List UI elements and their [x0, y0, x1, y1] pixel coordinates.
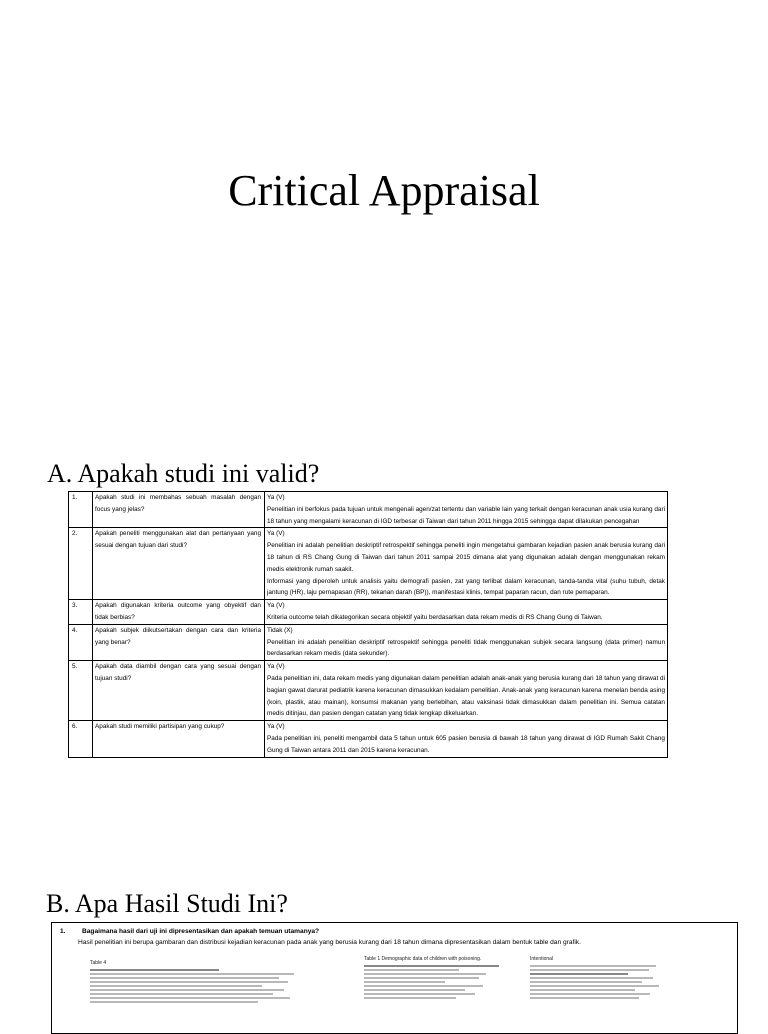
row-number: 4.	[69, 624, 93, 660]
row-number: 6.	[69, 721, 93, 757]
validity-row	[69, 721, 668, 757]
row-number: 1.	[69, 492, 93, 528]
row-question: Apakah digunakan kriteria outcome yang obyektif dan tidak berbias?	[93, 600, 265, 625]
results-table-caption: Table 4	[90, 960, 107, 966]
row-answer	[265, 492, 668, 528]
results-description: Hasil penelitian ini berupa gambaran dan distribusi kejadian keracunan pada anak yang berusia kurang dari 18 tahun dimana dipresentasikan dalam bentuk table dan grafik.	[78, 939, 581, 946]
answer-explanation: Penelitian ini adalah penelitian deskriptif retrospektif sehingga peneliti tidak menggunakan subjek secara langsung (data primer) namun berdasarkan rekam medis (data sekunder).	[267, 638, 665, 658]
answer-explanation: Penelitian ini berfokus pada tujuan untuk mengenali agen/zat tertentu dan variable lain yang terkait dengan keracunan anak usia kurang dari 18 tahun yang mengalami keracunan di IGD terbesar di Taiwan dari tahun 2011 hingga 2015 sehingga dapat dilakukan pencegahan	[267, 505, 665, 525]
section-b-heading: B. Apa Hasil Studi Ini?	[46, 889, 288, 918]
row-question: Apakah peneliti menggunakan alat dan pertanyaan yang sesuai dengan tujuan dari studi?	[93, 528, 265, 600]
intentional-table-thumbnail	[530, 956, 670, 1001]
answer-verdict: Ya (V)	[267, 530, 285, 538]
row-answer	[265, 600, 668, 625]
answer-verdict: Tidak (X)	[267, 626, 293, 634]
answer-explanation: Kriteria outcome telah dikategorikan secara objektif yaitu berdasarkan data rekam medis di RS Chang Gung di Taiwan.	[267, 613, 603, 621]
answer-verdict: Ya (V)	[267, 602, 285, 610]
validity-row	[69, 600, 668, 625]
validity-row	[69, 624, 668, 660]
row-question: Apakah subjek diikutsertakan dengan cara dan kriteria yang benar?	[93, 624, 265, 660]
validity-row	[69, 661, 668, 721]
results-box	[51, 922, 738, 1034]
answer-explanation: Penelitian ini adalah penelitian deskriptif retrospektif sehingga peneliti ingin mengetahui gambaran kejadian pasien anak berusia kurang dari 18 tahun di RS Chang Gung di Taiwan dari tahun 2011 sampai 2015 dimana alat yang digunakan adalah dengan menggunakan rekam medis elektronik rumah saakit.	[267, 542, 665, 573]
results-number: 1.	[60, 928, 66, 935]
row-number: 2.	[69, 528, 93, 600]
answer-explanation: Pada penelitian ini, peneliti mengambil data 5 tahun untuk 605 pasien berusia di bawah 18 tahun yang dirawat di IGD Rumah Sakit Chang Gung di Taiwan antara 2011 dan 2015 karena keracunan.	[267, 734, 665, 754]
validity-table	[68, 491, 668, 758]
intentional-table-caption: Intentional	[530, 956, 554, 962]
row-answer	[265, 624, 668, 660]
answer-explanation: Pada penelitian ini, data rekam medis yang digunakan dalam penelitian adalah anak-anak yang berusia kurang dari 18 tahun yang dirawat di bagian gawat darurat pediatrik karena keracunan dimasukkan kedalam penelitian. Anak-anak yang keracunan karena menelan benda asing (koin, plastik, atau mainan), konsumsi makanan yang berlebihan, atau vaksinasi tidak dimasukkan dalam penelitian ini. Semua catatan medis ditinjau, dan pasien dengan catatan yang tidak lengkap dikeluarkan.	[267, 674, 665, 718]
row-answer	[265, 721, 668, 757]
demographic-table-caption: Table 1 Demographic data of children with poisoning.	[364, 956, 482, 962]
row-question: Apakah studi ini membahas sebuah masalah dengan focus yang jelas?	[93, 492, 265, 528]
row-question: Apakah studi memiliki partisipan yang cukup?	[93, 721, 265, 757]
validity-row	[69, 492, 668, 528]
section-a-heading: A. Apakah studi ini valid?	[47, 459, 320, 488]
demographic-table-thumbnail	[364, 956, 499, 1001]
answer-verdict: Ya (V)	[267, 663, 285, 671]
results-question: Bagaimana hasil dari uji ini dipresentasikan dan apakah temuan utamanya?	[82, 928, 320, 935]
answer-verdict: Ya (V)	[267, 494, 285, 501]
row-answer	[265, 661, 668, 721]
results-table-thumbnail	[90, 960, 305, 1005]
answer-explanation: Informasi yang diperoleh untuk analisis yaitu demografi pasien, zat yang terlibat dalam keracunan, tanda-tanda vital (suhu tubuh, detak jantung (HR), laju pernapasan (RR), tekanan darah (BP)), manifestasi klinis, tempat paparan racun, dan rute pemaparan.	[267, 577, 665, 597]
row-number: 5.	[69, 661, 93, 721]
row-number: 3.	[69, 600, 93, 625]
row-question: Apakah data diambil dengan cara yang sesuai dengan tujuan studi?	[93, 661, 265, 721]
row-answer	[265, 528, 668, 600]
page-title: Critical Appraisal	[228, 166, 540, 215]
answer-verdict: Ya (V)	[267, 723, 285, 731]
validity-row	[69, 528, 668, 600]
